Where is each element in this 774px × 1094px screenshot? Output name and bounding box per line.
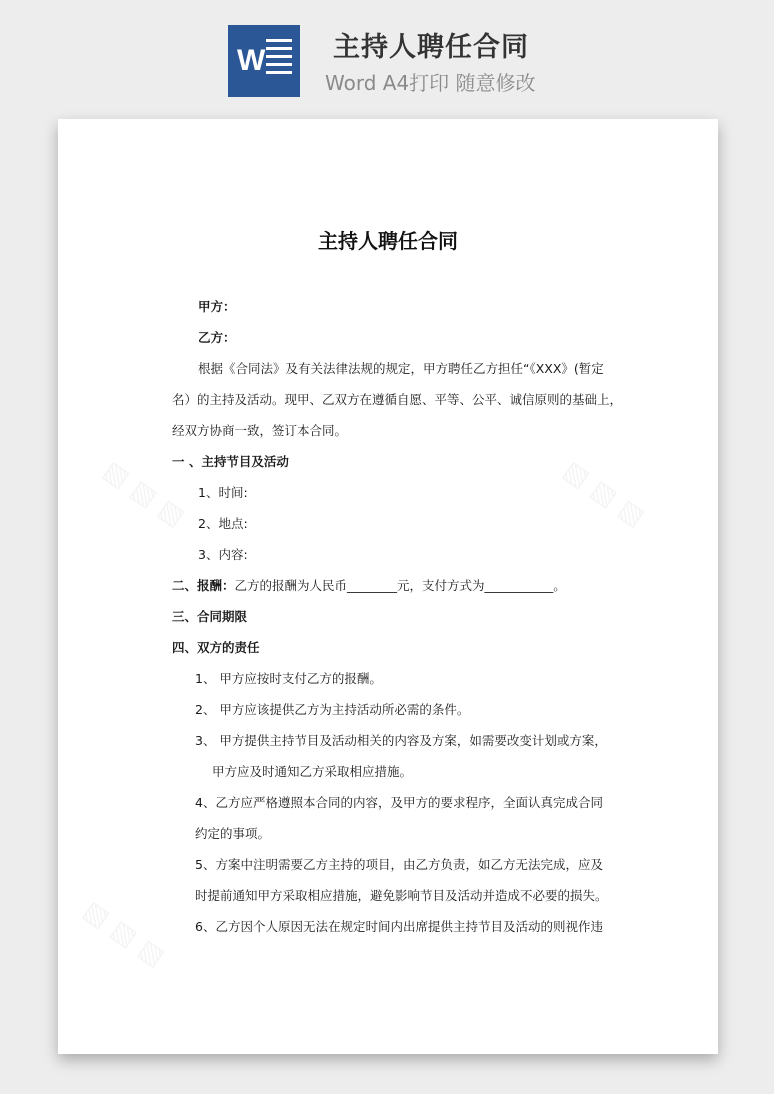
duty-line: 6、乙方因个人原因无法在规定时间内出席提供主持节目及活动的则视作违 (195, 919, 603, 934)
remuneration-text: 乙方的报酬为人民币________元，支付方式为___________。 (234, 578, 566, 593)
word-icon (228, 25, 300, 97)
watermark-decoration (558, 455, 650, 532)
duty-line: 2、 甲方应该提供乙方为主持活动所必需的条件。 (195, 702, 470, 717)
banner-title: 主持人聘任合同 (333, 32, 529, 63)
document-title: 主持人聘任合同 (318, 229, 458, 253)
intro-line: 经双方协商一致，签订本合同。 (172, 423, 348, 438)
word-icon-lines (266, 39, 292, 79)
party-a-label: 甲方： (198, 299, 236, 314)
list-item: 2、地点: (198, 516, 248, 531)
section-heading: 二、报酬： (172, 578, 235, 593)
section-heading: 四、双方的责任 (172, 640, 260, 655)
intro-line: 根据《合同法》及有关法律法规的规定，甲方聘任乙方担任“《XXX》(暂定 (198, 361, 604, 376)
section-heading: 一 、主持节目及活动 (172, 454, 289, 469)
word-icon-letter: W (237, 44, 266, 77)
duty-line: 甲方应及时通知乙方采取相应措施。 (212, 764, 413, 779)
duty-line: 1、 甲方应按时支付乙方的报酬。 (195, 671, 382, 686)
banner-subtitle: Word A4打印 随意修改 (325, 71, 536, 95)
document-page (58, 119, 718, 1054)
banner-header (0, 0, 774, 110)
intro-line: 名）的主持及活动。现甲、乙双方在遵循自愿、平等、公平、诚信原则的基础上， (172, 392, 623, 407)
list-item: 1、时间: (198, 485, 248, 500)
duty-line: 5、方案中注明需要乙方主持的项目，由乙方负责，如乙方无法完成，应及 (195, 857, 603, 872)
duty-line: 时提前通知甲方采取相应措施，避免影响节目及活动并造成不必要的损失。 (195, 888, 608, 903)
duty-line: 约定的事项。 (195, 826, 271, 841)
duty-line: 4、乙方应严格遵照本合同的内容，及甲方的要求程序，全面认真完成合同 (195, 795, 603, 810)
list-item: 3、内容: (198, 547, 248, 562)
remuneration-line (172, 577, 566, 595)
party-b-label: 乙方： (198, 330, 236, 345)
section-heading: 三、合同期限 (172, 609, 248, 624)
watermark-decoration (78, 895, 170, 972)
duty-line: 3、 甲方提供主持节目及活动相关的内容及方案，如需要改变计划或方案， (195, 733, 607, 748)
